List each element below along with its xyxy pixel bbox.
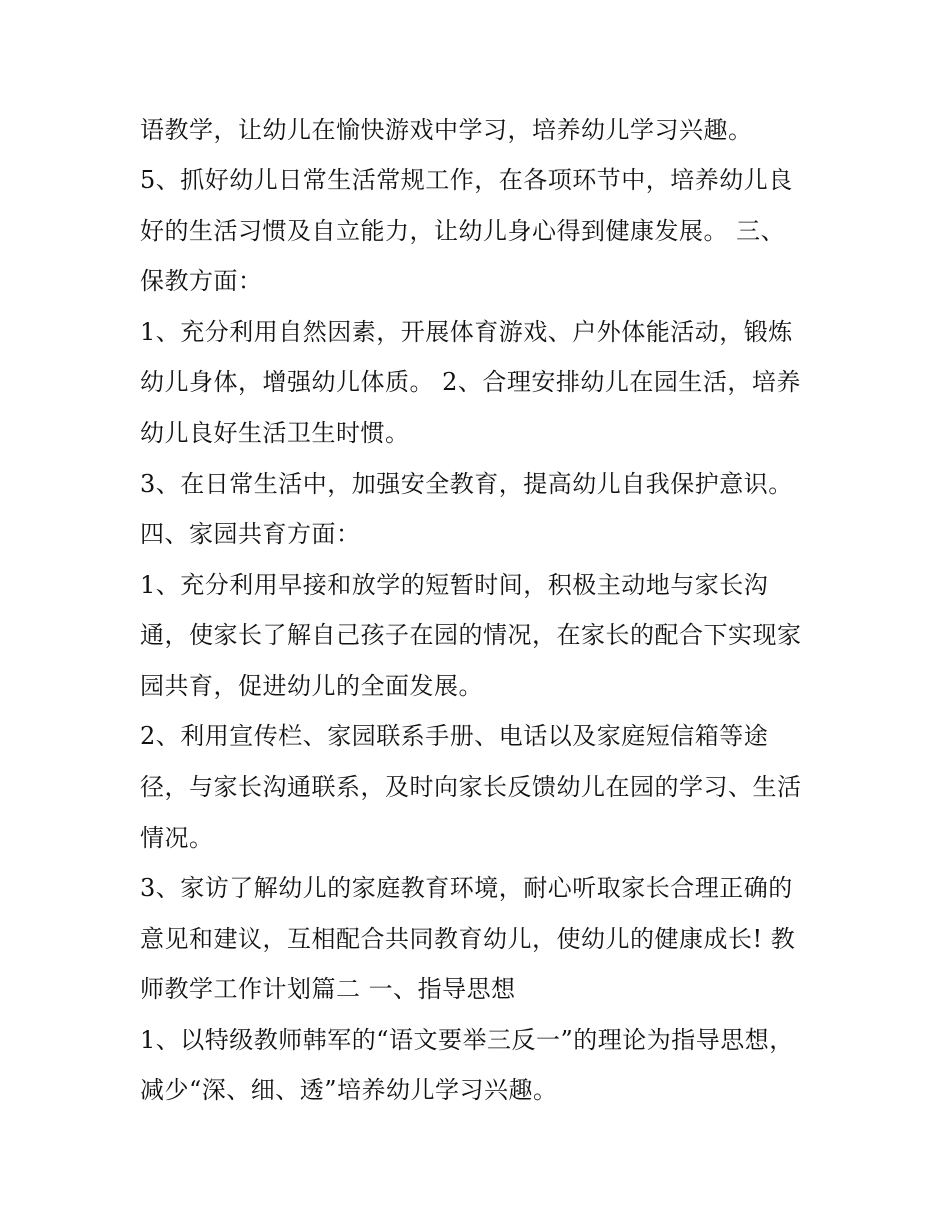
text-line: 好的生活习惯及自立能力，让幼儿身心得到健康发展。 三、 (140, 217, 786, 245)
text-line: 语教学，让幼儿在愉快游戏中学习，培养幼儿学习兴趣。 (140, 116, 753, 144)
text-line: 径，与家长沟通联系，及时向家长反馈幼儿在园的学习、生活 (140, 773, 802, 801)
text-line: 1、充分利用自然因素，开展体育游戏、户外体能活动，锻炼 (140, 318, 793, 346)
text-line: 2、利用宣传栏、家园联系手册、电话以及家庭短信箱等途 (140, 722, 769, 750)
text-line: 1、以特级教师韩军的“语文要举三反一”的理论为指导思想， (140, 1026, 794, 1054)
text-line: 5、抓好幼儿日常生活常规工作，在各项环节中，培养幼儿良 (140, 166, 793, 194)
text-line: 保教方面： (140, 267, 263, 295)
text-line: 师教学工作计划篇二 一、指导思想 (140, 975, 516, 1003)
text-line: 园共育，促进幼儿的全面发展。 (140, 672, 483, 700)
text-line: 3、家访了解幼儿的家庭教育环境，耐心听取家长合理正确的 (140, 874, 793, 902)
text-line: 1、充分利用早接和放学的短暂时间，积极主动地与家长沟 (140, 571, 769, 599)
text-line: 四、家园共育方面： (140, 520, 361, 548)
text-line: 情况。 (140, 824, 214, 852)
text-line: 通，使家长了解自己孩子在园的情况，在家长的配合下实现家 (140, 621, 802, 649)
text-line: 3、在日常生活中，加强安全教育，提高幼儿自我保护意识。 (140, 470, 793, 498)
text-line: 幼儿良好生活卫生时惯。 (140, 419, 410, 447)
text-line: 意见和建议，互相配合共同教育幼儿，使幼儿的健康成长! 教 (140, 925, 796, 953)
text-line: 减少“深、细、透”培养幼儿学习兴趣。 (140, 1076, 558, 1104)
text-line: 幼儿身体，增强幼儿体质。 2、合理安排幼儿在园生活，培养 (140, 368, 801, 396)
